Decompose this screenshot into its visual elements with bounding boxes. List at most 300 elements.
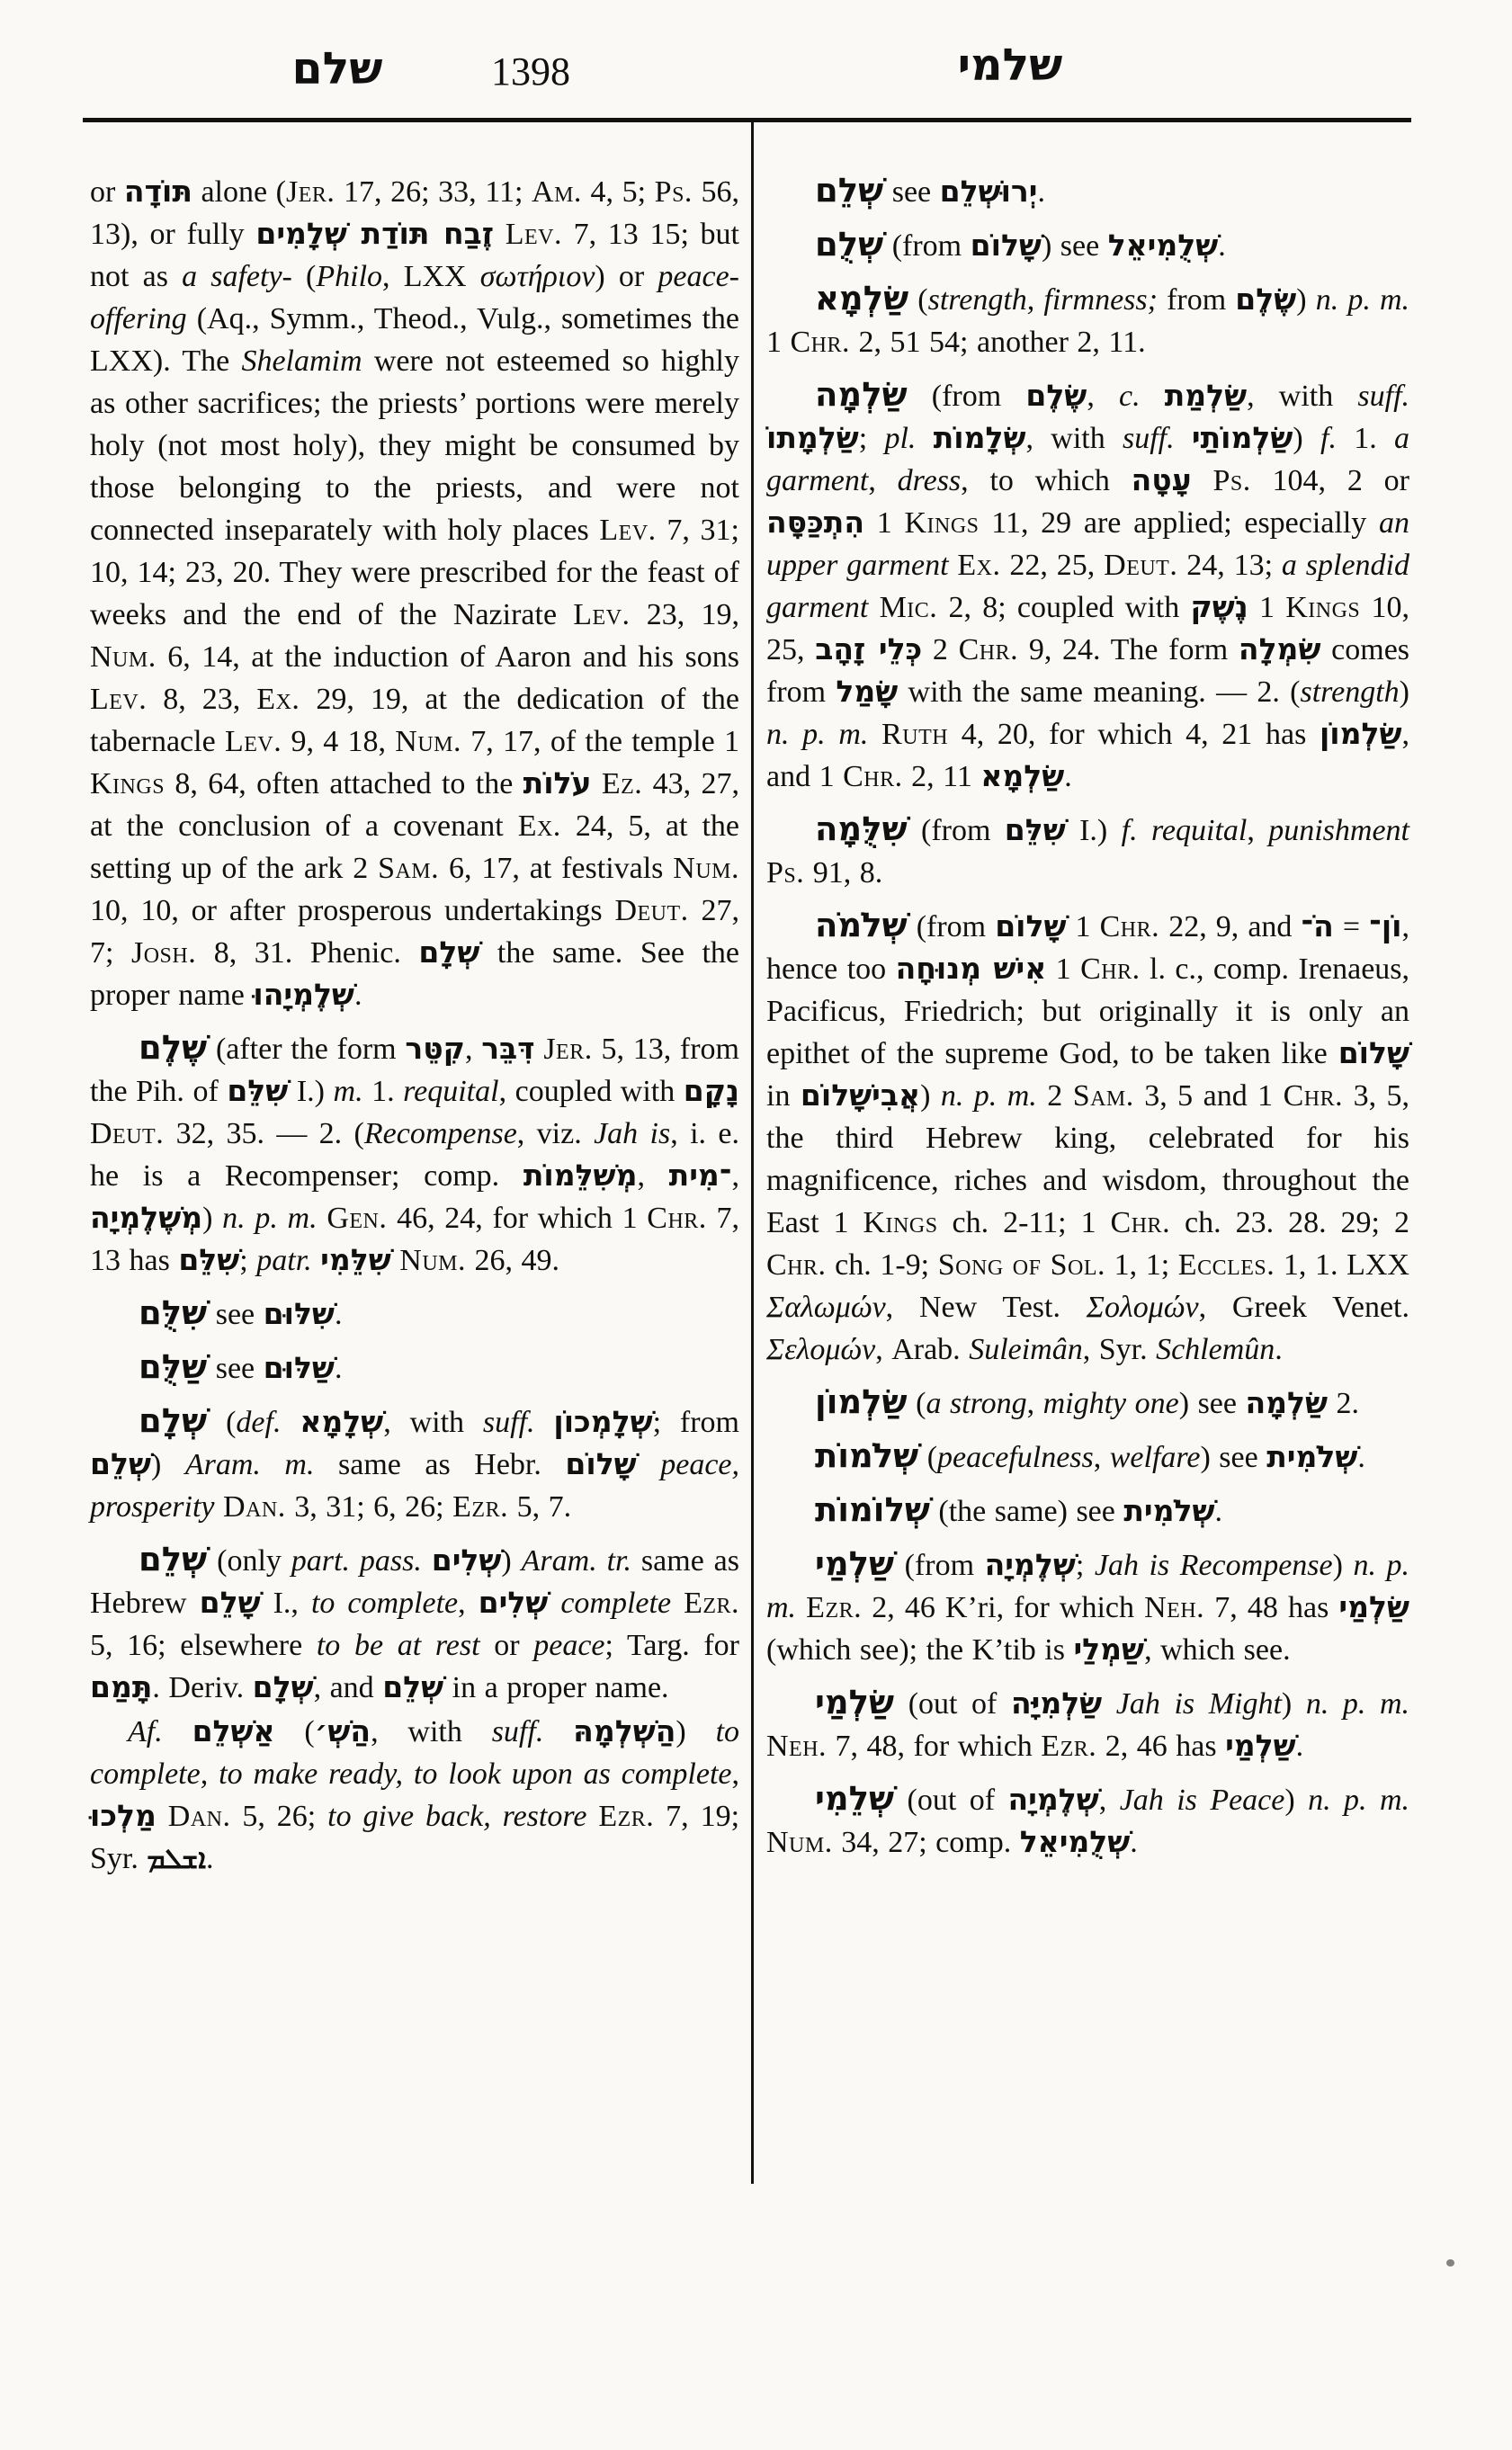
page-number: 1398 [491,49,570,94]
body-text: ) [150,1448,185,1481]
reference-abbrev: Lev. [224,725,282,758]
reference-abbrev: Lev. [599,514,657,547]
body-text: 7, 17, of the temple 1 [461,725,739,758]
body-text: , with [383,1406,483,1439]
italic-text: punishment [1268,814,1410,847]
italic-text: an upper garment [766,506,1410,582]
body-text [916,422,933,455]
hebrew-text: שַׂלְמַת [1164,378,1248,413]
italic-text: peacefulness [937,1441,1094,1474]
italic-text: m. [333,1075,363,1108]
body-text: in a proper name. [443,1671,669,1704]
body-text: the same. See the proper name [90,936,739,1012]
italic-text: mighty one [1042,1387,1179,1420]
body-text: , Arab. [875,1333,970,1366]
body-text: 24, 5, at the setting up of the ark 2 [90,809,740,885]
reference-abbrev: Ex. [256,683,300,716]
body-text: 22, 9, and [1159,910,1302,943]
reference-abbrev: Ps. [1212,464,1251,497]
body-text: . [1295,1730,1304,1763]
hebrew-text: שָׁלוֹם [565,1446,637,1481]
body-text: ( [908,283,928,317]
hebrew-headword: שְׁלֵמִי [815,1779,895,1818]
reference-abbrev: Num. [90,640,157,674]
body-text: 4, 20, for which 4, 21 has [948,718,1320,751]
italic-text: n. p. m. [1305,1687,1410,1721]
greek-text: Σαλωμών [766,1291,886,1324]
reference-abbrev: Deut. [90,1117,165,1150]
reference-abbrev: Sam. [378,852,440,885]
entry-paragraph [766,171,1409,213]
reference-abbrev: Mic. [879,591,938,624]
body-text: 5, 13, from the Pih. of [90,1033,740,1108]
body-text: 1, 1; [1105,1248,1178,1282]
entry-paragraph [766,225,1409,267]
entry-paragraph [90,171,739,1016]
hebrew-text: שְׁלָם [252,1669,314,1704]
body-text: ) [501,1544,522,1578]
italic-text: peace-offering [90,260,739,335]
entry-paragraph [90,1711,739,1880]
body-text: 3, 5 and 1 [1133,1079,1284,1113]
body-text: , [1247,814,1269,847]
body-text: 5, 16; elsewhere [90,1629,317,1662]
body-text [318,1202,327,1235]
body-text [312,1244,321,1277]
italic-text: peace, prosperity [90,1448,740,1524]
entry-paragraph [766,1779,1409,1864]
reference-abbrev: Kings [904,506,980,540]
italic-text: Jah is [594,1117,671,1150]
italic-text: suff. [1357,380,1410,413]
body-text: ch. 1-9; [826,1248,938,1282]
hebrew-text: שְׁלָם [418,934,480,970]
entry-paragraph [766,906,1409,1371]
italic-text: requital [403,1075,499,1108]
body-text: . [1130,1826,1138,1859]
body-text: ( [291,260,317,293]
hebrew-text: וֹן־ [1369,908,1402,943]
body-text: , New Test. [885,1291,1087,1324]
body-text: , [637,1159,669,1193]
body-text [796,1591,806,1624]
body-text: 32, 35. — 2. ( [164,1117,364,1150]
body-text: ) [1293,422,1320,455]
body-text: = [1333,910,1370,943]
body-text: , coupled with [498,1075,684,1108]
body-text: 24, 13; [1177,549,1282,582]
reference-abbrev: Josh. [130,936,197,970]
body-text: , i. e. he is a Recompenser; comp. [90,1117,739,1193]
body-text: 3, 31; 6, 26; [285,1490,453,1524]
hebrew-text: אֲבִישָׁלוֹם [800,1077,921,1113]
body-text: (out of [894,1687,1011,1721]
entry-paragraph [766,1382,1409,1425]
hebrew-text: שָׁלוֹם [970,228,1042,263]
hebrew-text: ־מִית [668,1158,732,1193]
hebrew-text: מַלְכוּ [90,1798,157,1833]
body-text: see [883,175,940,209]
entry-paragraph [90,1293,739,1336]
hebrew-headword: שַׂלְמָא [815,279,909,317]
body-text: 91, 8. [804,856,883,890]
body-text: ) see [1178,1387,1246,1420]
italic-text: f. [1121,814,1138,847]
body-text: , Greek Venet. [1198,1291,1409,1324]
body-text: ( [207,1406,237,1439]
body-text: 1 [1066,910,1100,943]
body-text: 7, 31; 10, 14; 23, 20. They were prescribed for the feast of weeks and the end of the Nazirate [90,514,739,631]
hebrew-text: אַשְׁלֵם [192,1713,275,1748]
hebrew-text: הַשְׁלְמָהּ [573,1713,676,1748]
body-text: 4, 5; [581,175,655,209]
body-text: , [1098,1784,1120,1817]
body-text: , which see. [1144,1633,1291,1667]
italic-text: Schlemûn [1156,1333,1275,1366]
body-text: , [464,1033,482,1066]
body-text: 7, 48 has [1204,1591,1339,1624]
body-text: (from [907,380,1026,413]
hebrew-text: עֹלוֹת [523,765,592,800]
ink-speck [1446,2259,1454,2267]
hebrew-text: שַׂלְמִיָּה [1010,1685,1103,1721]
body-text: , hence too [766,910,1410,986]
body-text: ) [1332,1549,1354,1582]
hebrew-text: הִתְכַּסָּה [766,505,865,540]
hebrew-text: שְׁלֵם [382,1669,444,1704]
body-text: were not esteemed so highly as other sacrifices; the priests’ portions were merely holy (not most holy), they might be consumed by those belonging to the priests, and were not connected inseparately with holy places [90,344,739,547]
entry-paragraph [90,1347,739,1390]
body-text [543,1715,573,1748]
hebrew-headword: שַׂלְמָה [815,375,908,414]
reference-abbrev: Am. [532,175,582,209]
italic-text: patr. [256,1244,312,1277]
italic-text: to complete [310,1587,459,1620]
reference-abbrev: Lev. [573,598,631,631]
body-text: (Aq., Symm., Theod., Vulg., sometimes the LXX). The [90,302,739,378]
italic-text: suff. [491,1715,544,1748]
body-text: alone ( [192,175,287,209]
hebrew-text: מְשִׁלֵּמוֹת [523,1158,638,1193]
hebrew-text: שְׁלֹמִית [1123,1493,1215,1528]
hebrew-text: אִישׁ מְנוּחָה [895,951,1047,986]
body-text [422,1544,432,1578]
body-text: 2 [1036,1079,1073,1113]
body-text: 2, 51 54; another 2, 11. [850,326,1146,359]
italic-text: Jah is Might [1115,1687,1282,1721]
body-text: 10, 10, or after prosperous undertakings [90,894,615,927]
reference-abbrev: Num. [766,1826,833,1859]
italic-text: n. p. m. [940,1079,1037,1113]
hebrew-text: מְשֶׁלֶמְיָה [90,1200,203,1235]
body-text: 34, 27; comp. [832,1826,1020,1859]
body-text: I.) [1065,814,1122,847]
body-text [548,1587,560,1620]
hebrew-text: שִׁלֵּם [227,1073,289,1108]
body-text [1192,464,1213,497]
hebrew-text: שֶׂלֶם [1025,378,1087,413]
hebrew-text: שְׁלֹמִית [1266,1439,1358,1474]
body-text: , to which [961,464,1132,497]
right-column [766,171,1409,1864]
greek-text: σωτήριον [479,260,595,293]
reference-abbrev: Ex. [517,809,561,843]
body-text: I., [260,1587,311,1620]
body-text: 1 [864,506,905,540]
body-text: , [1087,380,1119,413]
body-text: 43, 27, at the conclusion of a covenant [90,767,739,843]
body-text: ; [858,422,885,455]
hebrew-text: שַׂלְמָה [1245,1385,1329,1420]
hebrew-headword: שְׁלֵם [139,1540,208,1578]
header-rule [83,118,1411,122]
greek-text: Σολομών [1086,1291,1199,1324]
hebrew-headword: שַׁלֻּם [139,1347,208,1386]
body-text: 2. [1328,1387,1360,1420]
reference-abbrev: Lev. [90,683,148,716]
header-keyword-left: שלם [291,43,383,94]
reference-abbrev: Lev. [505,218,562,251]
reference-abbrev: Deut. [614,894,689,927]
hebrew-text: שֶׂלֶם [1235,282,1297,317]
body-text [163,1715,192,1748]
body-text: 7, 13 15; but not as [90,218,739,293]
hebrew-text: קִטֵּר [405,1031,465,1066]
entry-paragraph [90,1540,739,1709]
reference-abbrev: Ruth [881,718,949,751]
hebrew-headword: שֶׁלֶם [139,1028,208,1067]
body-text: ) [920,1079,941,1113]
hebrew-text: שְׁלֶמְיָה [984,1547,1076,1582]
italic-text: Philo [316,260,383,293]
body-text [281,1406,300,1439]
body-text: l. c., comp. Irenaeus, Pacificus, Friedrich; but originally it is only an epithet of the supreme God, to be taken like [766,952,1410,1070]
body-text: 1 [766,326,791,359]
reference-abbrev: Dan. [223,1490,286,1524]
body-text [671,1587,684,1620]
header-keyword-right: שלמי [957,40,1063,91]
italic-text: f. [1320,422,1337,455]
body-text: see [207,1352,264,1385]
body-text: , [731,1757,739,1791]
hebrew-text: שָׁלֵם [199,1585,261,1620]
body-text: from [1157,283,1236,317]
body-text: , [868,464,898,497]
body-text: , [1093,1441,1110,1474]
italic-text: Suleimân [969,1333,1083,1366]
body-text: 7, 13 has [90,1202,740,1277]
body-text [597,1544,607,1578]
body-text: 1. [362,1075,404,1108]
body-text: , and [313,1671,383,1704]
body-text: 2, 46 has [1096,1730,1226,1763]
hebrew-text: שְׁלֻמִיאֵל [1019,1824,1131,1859]
body-text [868,591,879,624]
italic-text: a garment [766,422,1410,497]
body-text: 9, 4 18, [282,725,396,758]
body-text: . [1064,760,1072,793]
body-text: , viz. [516,1117,595,1150]
body-text: same as Hebrew [90,1544,740,1620]
italic-text: part. pass. [291,1544,422,1578]
body-text: ( [907,1387,926,1420]
body-text: . [1214,1495,1223,1528]
body-text: , [731,1159,740,1193]
italic-text: welfare [1109,1441,1201,1474]
hebrew-text: שִׂמְלָה [1238,631,1321,666]
body-text: (out of [894,1784,1008,1817]
hebrew-text: זֶבַח תּוֹדַת שְׁלָמִים [255,216,495,251]
reference-abbrev: Num. [673,852,740,885]
body-text: (from [894,1549,985,1582]
reference-abbrev: Jer. [543,1033,593,1066]
reference-abbrev: Ezr. [452,1490,509,1524]
entry-paragraph [90,1028,739,1282]
italic-text: c. [1118,380,1141,413]
entry-paragraph [90,1401,739,1528]
body-text [591,767,601,800]
body-text: 29, 19, at the dedication of the tabernacle [90,683,740,758]
italic-text: a splendid garment [766,549,1410,624]
hebrew-text: שַׂלְמָתוֹ [766,420,859,455]
italic-text: Aram. m. [184,1448,315,1481]
reference-abbrev: Sam. [1072,1079,1134,1113]
italic-text: n. p. m. [222,1202,318,1235]
hebrew-text: תּוֹדָה [123,174,192,209]
body-text [535,1033,544,1066]
hebrew-headword: שְׁלֻם [815,225,884,264]
body-text: same as Hebr. [314,1448,566,1481]
italic-text: dress [897,464,962,497]
reference-abbrev: Kings [1285,591,1361,624]
body-text: ch. 23. 28. 29; 2 [1170,1206,1409,1239]
reference-abbrev: Deut. [1104,549,1178,582]
reference-abbrev: Ex. [957,549,1001,582]
body-text: 2, 8; coupled with [937,591,1191,624]
body-text: 22, 25, [1000,549,1105,582]
body-text: or [90,175,124,209]
body-text: (the same) see [929,1495,1124,1528]
hebrew-headword: שַׂלְמַי [815,1683,895,1721]
italic-text: n. p. m. [766,1549,1409,1624]
reference-abbrev: Chr. [1283,1079,1344,1113]
body-text: 7, 48, for which [827,1730,1042,1763]
body-text: ; from [652,1406,739,1439]
body-text [637,1448,661,1481]
body-text: 26, 49. [466,1244,559,1277]
entry-paragraph [766,1436,1409,1479]
body-text: ; Targ. for [604,1629,740,1662]
body-text: comes from [766,633,1410,709]
hebrew-text: שְׁלֶמְיָה [1007,1782,1099,1817]
body-text: 7, 19; Syr. [90,1800,740,1875]
body-text [215,1490,224,1524]
hebrew-text: עָטָה [1131,462,1192,497]
body-text: . [1357,1441,1365,1474]
reference-abbrev: Chr. [1099,910,1160,943]
italic-text: to be at rest [316,1629,480,1662]
entry-paragraph [766,809,1409,894]
reference-abbrev: Ezr. [1041,1730,1097,1763]
hebrew-text: נָקָם [683,1073,739,1108]
entry-paragraph [766,279,1409,363]
italic-text: suff. [1123,422,1175,455]
body-text: 56, 13), or fully [90,175,740,251]
reference-abbrev: Num. [399,1244,466,1277]
body-text: ch. 2-11; 1 [937,1206,1111,1239]
body-text: , LXX [382,260,480,293]
body-text: 3, 5, the third Hebrew king, celebrated for his magnificence, riches and wisdom, throughout the East 1 [766,1079,1410,1239]
body-text: with the same meaning. — 2. ( [898,675,1301,709]
italic-text: tr. [606,1544,632,1578]
body-text: (from [907,910,996,943]
body-text: ) [675,1715,716,1748]
body-text [391,1244,400,1277]
hebrew-text: שְׂלָמוֹת [933,420,1026,455]
hebrew-text: שָׂמַל [836,674,899,709]
body-text: 6, 14, at the induction of Aaron and his sons [156,640,739,674]
body-text: 2, 11 [902,760,981,793]
reference-abbrev: Chr. [766,1248,827,1282]
hebrew-text: שְׁלִים [431,1542,502,1578]
body-text: ; [239,1244,257,1277]
body-text: (from [907,814,1005,847]
hebrew-text: שְׁלָמְכוֹן [553,1404,653,1439]
hebrew-text: שַׁמְלַי [1073,1632,1145,1667]
hebrew-text: הַשְׁ׳ [314,1713,371,1748]
reference-abbrev: Neh. [1144,1591,1205,1624]
body-text [1175,422,1192,455]
hebrew-headword: שַׂלְמוֹן [815,1382,908,1421]
body-text: 27, 7; [90,894,740,970]
italic-text: Recompense [363,1117,517,1150]
body-text: . [334,1352,343,1385]
italic-text: n. p. m. [1308,1784,1410,1817]
hebrew-headword: שְׁלֹמֹה [815,906,908,944]
body-text: , and 1 [766,718,1409,793]
reference-abbrev: Ps. [766,856,805,890]
body-text [1141,380,1165,413]
hebrew-text: שַׂלְמוֹתַי [1191,420,1293,455]
hebrew-text: שַׁלּוּם [263,1350,335,1385]
body-text: . Deriv. [152,1671,253,1704]
italic-text: n. p. m. [1315,283,1410,317]
body-text [1102,1687,1116,1721]
reference-abbrev: Ezr. [598,1800,655,1833]
syriac-text: ܐܫܠܡ [147,1843,207,1875]
body-text: 2, 46 K’ri, for which [862,1591,1145,1624]
italic-text: strength, firmness; [927,283,1158,317]
body-text [494,218,505,251]
hebrew-text: שִׁלֵּם [178,1242,240,1277]
body-text: 1, 1. LXX [1275,1248,1409,1282]
body-text: in [766,1079,801,1113]
body-text: 1 [1046,952,1081,986]
body-text: 17, 26; 33, 11; [335,175,532,209]
reference-abbrev: Neh. [766,1730,828,1763]
italic-text: to give back, restore [327,1800,587,1833]
body-text [586,1800,598,1833]
hebrew-text: שַׂלְמוֹן [1319,716,1402,751]
body-text: (only [207,1544,291,1578]
hebrew-text: שְׁלֻמִיאֵל [1107,228,1219,263]
body-text: 6, 17, at festivals [439,852,674,885]
left-column [90,171,739,1880]
body-text: see [207,1298,264,1331]
body-text [868,718,881,751]
italic-text: requital [1150,814,1248,847]
hebrew-text: שַׂלְמַי [1338,1589,1410,1624]
